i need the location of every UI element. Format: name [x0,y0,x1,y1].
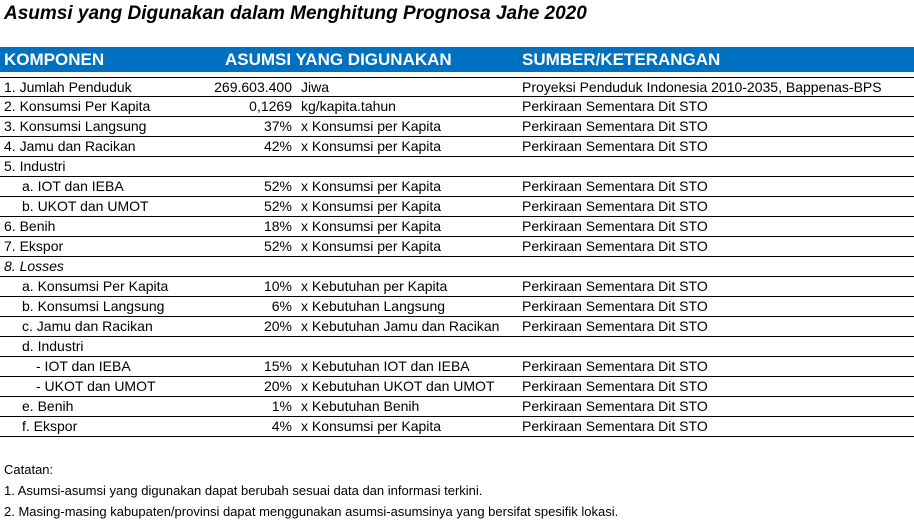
cell-komponen: 4. Jamu dan Racikan [4,138,136,154]
cell-komponen: 5. Industri [4,158,66,174]
table-row [0,377,914,397]
cell-value: 52% [263,198,292,214]
cell-unit: x Konsumsi per Kapita [301,138,442,154]
cell-unit: x Kebutuhan Langsung [301,298,446,314]
cell-unit: x Konsumsi per Kapita [301,418,442,434]
table-row [0,137,914,157]
cell-komponen: 6. Benih [4,218,56,234]
cell-value: 52% [263,238,292,254]
assumption-table [0,77,914,437]
table-row [0,237,914,257]
cell-value: 15% [263,358,292,374]
cell-sumber: Perkiraan Sementara Dit STO [522,98,708,114]
cell-value: 42% [263,138,292,154]
cell-unit: x Kebutuhan Benih [301,398,420,414]
cell-sumber: Perkiraan Sementara Dit STO [522,118,708,134]
table-row [0,337,914,357]
table-row [0,297,914,317]
table-row [0,197,914,217]
cell-sumber: Perkiraan Sementara Dit STO [522,138,708,154]
cell-sumber: Perkiraan Sementara Dit STO [522,198,708,214]
cell-komponen: 2. Konsumsi Per Kapita [4,98,151,114]
cell-unit: x Konsumsi per Kapita [301,198,442,214]
cell-unit: x Kebutuhan Jamu dan Racikan [301,318,500,334]
table-row [0,117,914,137]
table-row [0,317,914,337]
cell-sumber: Perkiraan Sementara Dit STO [522,398,708,414]
cell-unit: kg/kapita.tahun [301,98,396,114]
cell-value: 10% [263,278,292,294]
cell-value: 269.603.400 [214,79,292,95]
cell-value: 37% [263,118,292,134]
cell-sumber: Perkiraan Sementara Dit STO [522,218,708,234]
cell-komponen: f. Ekspor [22,418,78,434]
cell-unit: x Konsumsi per Kapita [301,178,442,194]
cell-value: 6% [271,298,292,314]
table-row [0,257,914,277]
cell-sumber: Perkiraan Sementara Dit STO [522,178,708,194]
table-row [0,357,914,377]
cell-value: 20% [263,378,292,394]
cell-value: 0,1269 [249,98,292,114]
cell-komponen: 1. Jumlah Penduduk [4,79,132,95]
table-row [0,177,914,197]
header-asumsi: ASUMSI YANG DIGUNAKAN [225,50,452,69]
cell-unit: Jiwa [301,79,330,95]
note-item: 2. Masing-masing kabupaten/provinsi dapat menggunakan asumsi-asumsinya yang bersifat spesifik lokasi. [4,504,619,519]
cell-komponen: - UKOT dan UMOT [36,378,156,394]
table-row [0,277,914,297]
cell-komponen: e. Benih [22,398,74,414]
cell-value: 52% [263,178,292,194]
notes-heading: Catatan: [4,462,54,477]
cell-komponen: 8. Losses [4,258,64,274]
cell-komponen: c. Jamu dan Racikan [22,318,153,334]
cell-sumber: Perkiraan Sementara Dit STO [522,278,708,294]
cell-komponen: 3. Konsumsi Langsung [4,118,147,134]
cell-unit: x Konsumsi per Kapita [301,238,442,254]
table-row [0,77,914,97]
notes [4,459,618,522]
table-row [0,157,914,177]
cell-sumber: Perkiraan Sementara Dit STO [522,298,708,314]
cell-sumber: Perkiraan Sementara Dit STO [522,378,708,394]
table-row [0,97,914,117]
cell-sumber: Perkiraan Sementara Dit STO [522,418,708,434]
table-row [0,417,914,437]
cell-sumber: Perkiraan Sementara Dit STO [522,318,708,334]
cell-sumber: Proyeksi Penduduk Indonesia 2010-2035, Bappenas-BPS [522,79,882,95]
cell-unit: x Kebutuhan UKOT dan UMOT [301,378,495,394]
page-title: Asumsi yang Digunakan dalam Menghitung Prognosa Jahe 2020 [4,3,587,24]
cell-unit: x Kebutuhan IOT dan IEBA [301,358,470,374]
cell-komponen: - IOT dan IEBA [36,358,131,374]
cell-komponen: b. Konsumsi Langsung [22,298,165,314]
cell-sumber: Perkiraan Sementara Dit STO [522,358,708,374]
cell-komponen: a. Konsumsi Per Kapita [22,278,169,294]
table-row [0,217,914,237]
header-komponen: KOMPONEN [4,50,105,69]
table-row [0,397,914,417]
cell-unit: x Kebutuhan per Kapita [301,278,448,294]
cell-value: 4% [271,418,292,434]
cell-komponen: 7. Ekspor [4,238,64,254]
cell-komponen: d. Industri [22,338,84,354]
cell-unit: x Konsumsi per Kapita [301,218,442,234]
cell-sumber: Perkiraan Sementara Dit STO [522,238,708,254]
table-header [0,47,914,72]
cell-komponen: b. UKOT dan UMOT [22,198,149,214]
cell-value: 20% [263,318,292,334]
cell-value: 18% [263,218,292,234]
header-sumber: SUMBER/KETERANGAN [522,50,721,69]
note-item: 1. Asumsi-asumsi yang digunakan dapat berubah sesuai data dan informasi terkini. [4,483,483,498]
cell-value: 1% [271,398,292,414]
cell-komponen: a. IOT dan IEBA [22,178,124,194]
cell-unit: x Konsumsi per Kapita [301,118,442,134]
